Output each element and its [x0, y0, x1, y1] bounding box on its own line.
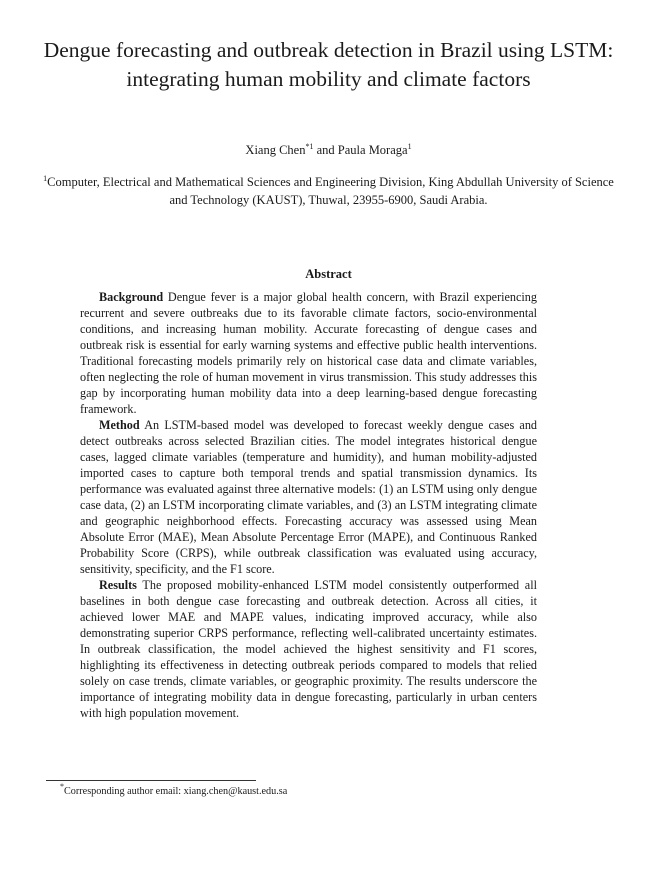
author-name: Paula Moraga [337, 143, 408, 157]
author-list [0, 143, 657, 158]
abstract-body [80, 289, 537, 721]
affiliation-text: Computer, Electrical and Mathematical Sciences and Engineering Division, King Abdullah University of Science and Technology (KAUST), Thuwal, 23955-6900, Saudi Arabia. [47, 175, 614, 207]
section-text: An LSTM-based model was developed to forecast weekly dengue cases and detect outbreaks across selected Brazilian cities. The model integrates historical dengue cases, lagged climate variables (temperature and humidity), and human mobility-adjusted imported cases to capture both temporal trends and spatial transmission dynamics. Its performance was evaluated against three alternative models: (1) an LSTM using only dengue case data, (2) an LSTM incorporating climate variables, and (3) an LSTM integrating climate and geographic neighborhood effects. Forecasting accuracy was assessed using Mean Absolute Error (MAE), Mean Absolute Percentage Error (MAPE), and Continuous Ranked Probability Score (CRPS), while outbreak classification was evaluated using accuracy, sensitivity, specificity, and the F1 score. [80, 418, 538, 576]
author-name: Xiang Chen [245, 143, 306, 157]
abstract-paragraph-background [80, 289, 537, 417]
section-label: Method [99, 418, 140, 432]
section-label: Results [99, 578, 137, 592]
footnote-text: Corresponding author email: xiang.chen@kaust.edu.sa [64, 786, 288, 797]
affiliation-mark: 1 [43, 174, 48, 183]
section-text: The proposed mobility-enhanced LSTM model consistently outperformed all baselines in both dengue case forecasting and outbreak detection. Across all cities, it achieved lower MAE and MAPE values, indicating improved accuracy, while also demonstrating superior CRPS performance, reflecting well-calibrated uncertainty estimates. In outbreak classification, the model achieved the highest sensitivity and F1 scores, highlighting its effectiveness in detecting outbreak periods compared to models that relied solely on case trends, climate variables, or geographic proximity. The results underscore the importance of integrating mobility data in dengue forecasting, particularly in urban centers with high population movement. [80, 578, 537, 720]
footnote-divider [46, 780, 256, 781]
footnote-mark: * [60, 782, 64, 791]
abstract-heading: Abstract [305, 267, 352, 281]
footnote [60, 782, 288, 797]
abstract-paragraph-method [80, 417, 537, 577]
section-label: Background [99, 290, 164, 304]
author-affiliation-mark: *1 [305, 142, 314, 151]
section-text: Dengue fever is a major global health concern, with Brazil experiencing recurrent and severe outbreaks due to its favorable climate factors, socio-environmental conditions, and increasing human mobility. Accurate forecasting of dengue cases and outbreak risk is essential for early warning systems and effective public health interventions. Traditional forecasting models primarily rely on historical case data and climate variables, often neglecting the role of human movement in virus transmission. This study addresses this gap by incorporating human mobility data into a deep learning-based dengue forecasting framework. [80, 290, 537, 416]
author-affiliation-mark: 1 [407, 142, 412, 151]
affiliation [40, 173, 617, 209]
paper-title: Dengue forecasting and outbreak detection in Brazil using LSTM: integrating human mobility and climate factors [43, 38, 614, 91]
author-conjunction: and [316, 143, 335, 157]
abstract-paragraph-results [80, 577, 537, 721]
